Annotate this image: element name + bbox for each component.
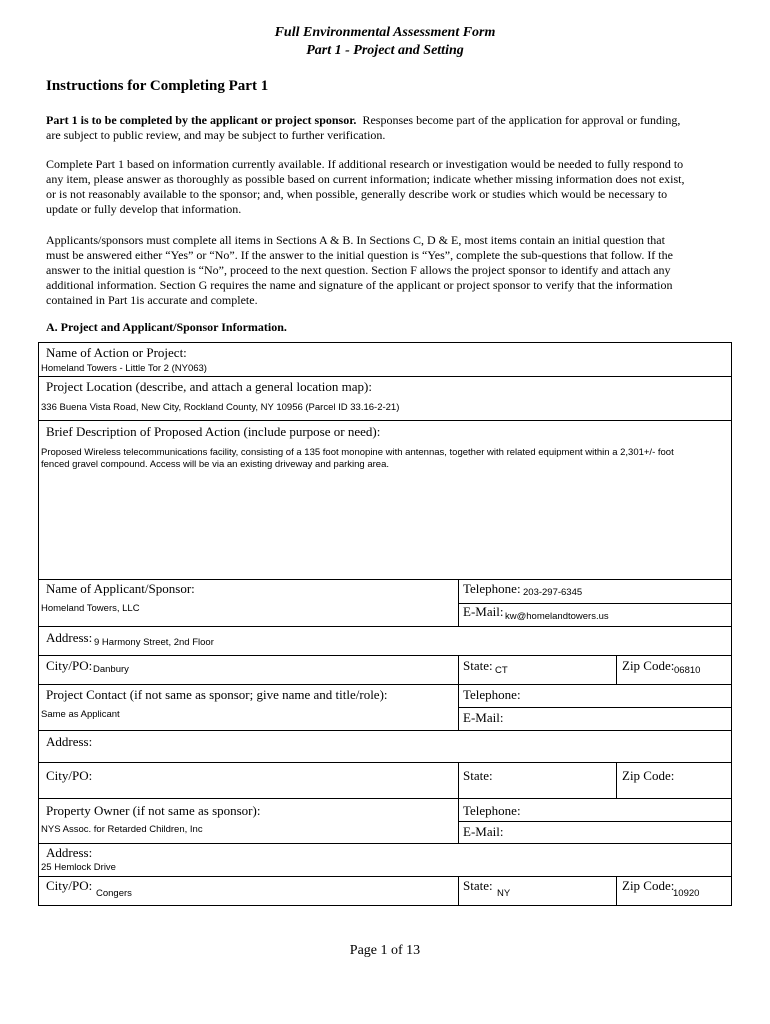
p2-line3: or is not reasonably available to the sponsor; and, when possible, generally describe work or studies which would be necessary to <box>46 187 668 201</box>
col-divider <box>458 798 459 843</box>
form-title: Full Environmental Assessment Form <box>274 25 496 40</box>
instructions-paragraph-1 <box>46 113 722 143</box>
contact-telephone-label: Telephone: <box>463 687 521 702</box>
row-divider <box>39 626 731 627</box>
description-line-1: Proposed Wireless telecommunications facility, consisting of a 135 foot monopine with antennas, together with related equipment within a 2,301+/- foot <box>41 447 674 458</box>
form-subtitle: Part 1 - Project and Setting <box>306 43 464 58</box>
row-divider <box>39 684 731 685</box>
applicant-state-label: State: <box>463 658 493 673</box>
contact-city-label: City/PO: <box>46 768 93 783</box>
contact-email-label: E-Mail: <box>463 710 504 725</box>
owner-city-field[interactable]: Congers <box>96 888 132 899</box>
instructions-heading: Instructions for Completing Part 1 <box>46 78 269 94</box>
section-a-form-table <box>38 342 732 906</box>
p3-line2: must be answered either “Yes” or “No”. If the answer to the initial question is “Yes”, complete the sub-questions that follow. If the <box>46 248 673 262</box>
owner-field[interactable]: NYS Assoc. for Retarded Children, Inc <box>41 824 203 835</box>
owner-city-label: City/PO: <box>46 878 93 893</box>
owner-email-label: E-Mail: <box>463 824 504 839</box>
owner-telephone-label: Telephone: <box>463 803 521 818</box>
contact-label: Project Contact (if not same as sponsor; give name and title/role): <box>46 687 388 702</box>
instructions-paragraph-2 <box>46 157 722 217</box>
project-location-field[interactable]: 336 Buena Vista Road, New City, Rockland County, NY 10956 (Parcel ID 33.16-2-21) <box>41 402 400 413</box>
row-divider <box>39 798 731 799</box>
applicant-state-field[interactable]: CT <box>495 665 508 676</box>
p1-bold: Part 1 is to be completed by the applicant or project sponsor. <box>46 113 357 127</box>
owner-zip-label: Zip Code: <box>622 878 675 893</box>
action-name-label: Name of Action or Project: <box>46 345 187 360</box>
row-divider <box>39 579 731 580</box>
owner-address-label: Address: <box>46 845 93 860</box>
p2-line1: Complete Part 1 based on information currently available. If additional research or investigation would be needed to fully respond to <box>46 157 684 171</box>
applicant-email-label: E-Mail: <box>463 604 504 619</box>
owner-state-label: State: <box>463 878 493 893</box>
p2-line2: any item, please answer as thoroughly as possible based on current information; indicate whether missing information does not exist, <box>46 172 685 186</box>
applicant-city-field[interactable]: Danbury <box>93 664 129 675</box>
col-divider <box>616 762 617 798</box>
row-divider <box>39 876 731 877</box>
col-divider <box>458 655 459 685</box>
p3-line1: Applicants/sponsors must complete all items in Sections A & B. In Sections C, D & E, most items contain an initial question that <box>46 233 665 247</box>
applicant-address-label: Address: <box>46 630 93 645</box>
row-divider <box>39 420 731 421</box>
applicant-telephone-label: Telephone: <box>463 581 521 596</box>
col-divider <box>458 762 459 798</box>
col-divider <box>616 655 617 685</box>
section-a-heading: A. Project and Applicant/Sponsor Information. <box>46 320 287 334</box>
row-divider <box>39 762 731 763</box>
applicant-city-label: City/PO: <box>46 658 93 673</box>
contact-zip-label: Zip Code: <box>622 768 675 783</box>
applicant-zip-field[interactable]: 06810 <box>674 665 701 676</box>
p3-line4: additional information. Section G requires the name and signature of the applicant or project sponsor to verify that the information <box>46 278 673 292</box>
description-line-2: fenced gravel compound. Access will be via an existing driveway and parking area. <box>41 459 389 470</box>
p3-line3: answer to the initial question is “No”, proceed to the next question. Section F allows the project sponsor to identify and attach any <box>46 263 671 277</box>
applicant-email-field[interactable]: kw@homelandtowers.us <box>505 611 609 622</box>
col-divider <box>458 579 459 626</box>
col-divider <box>616 876 617 906</box>
applicant-zip-label: Zip Code: <box>622 658 675 673</box>
page-number: Page 1 of 13 <box>349 943 421 958</box>
owner-label: Property Owner (if not same as sponsor): <box>46 803 261 818</box>
applicant-name-label: Name of Applicant/Sponsor: <box>46 581 195 596</box>
action-name-field[interactable]: Homeland Towers - Little Tor 2 (NY063) <box>41 363 207 374</box>
contact-field[interactable]: Same as Applicant <box>41 709 120 720</box>
applicant-address-field[interactable]: 9 Harmony Street, 2nd Floor <box>94 637 214 648</box>
owner-state-field[interactable]: NY <box>497 888 511 899</box>
instructions-paragraph-3 <box>46 233 722 308</box>
col-divider <box>458 684 459 730</box>
description-label: Brief Description of Proposed Action (include purpose or need): <box>46 424 381 439</box>
row-divider <box>39 730 731 731</box>
owner-address-field[interactable]: 25 Hemlock Drive <box>41 862 116 873</box>
row-divider <box>39 655 731 656</box>
contact-address-label: Address: <box>46 734 93 749</box>
project-location-label: Project Location (describe, and attach a general location map): <box>46 379 372 394</box>
p3-line5: contained in Part 1is accurate and complete. <box>46 293 258 307</box>
contact-state-label: State: <box>463 768 493 783</box>
row-divider <box>39 376 731 377</box>
applicant-name-field[interactable]: Homeland Towers, LLC <box>41 603 140 614</box>
row-divider <box>458 707 731 708</box>
p2-line4: update or fully develop that information. <box>46 202 242 216</box>
col-divider <box>458 876 459 906</box>
description-field[interactable] <box>41 447 721 471</box>
applicant-telephone-field[interactable]: 203-297-6345 <box>523 587 583 598</box>
row-divider <box>458 821 731 822</box>
row-divider <box>39 843 731 844</box>
p1-rest: Responses become part of the application for approval or funding, <box>356 113 681 127</box>
owner-zip-field[interactable]: 10920 <box>673 888 700 899</box>
p1-line2: are subject to public review, and may be subject to further verification. <box>46 128 386 142</box>
